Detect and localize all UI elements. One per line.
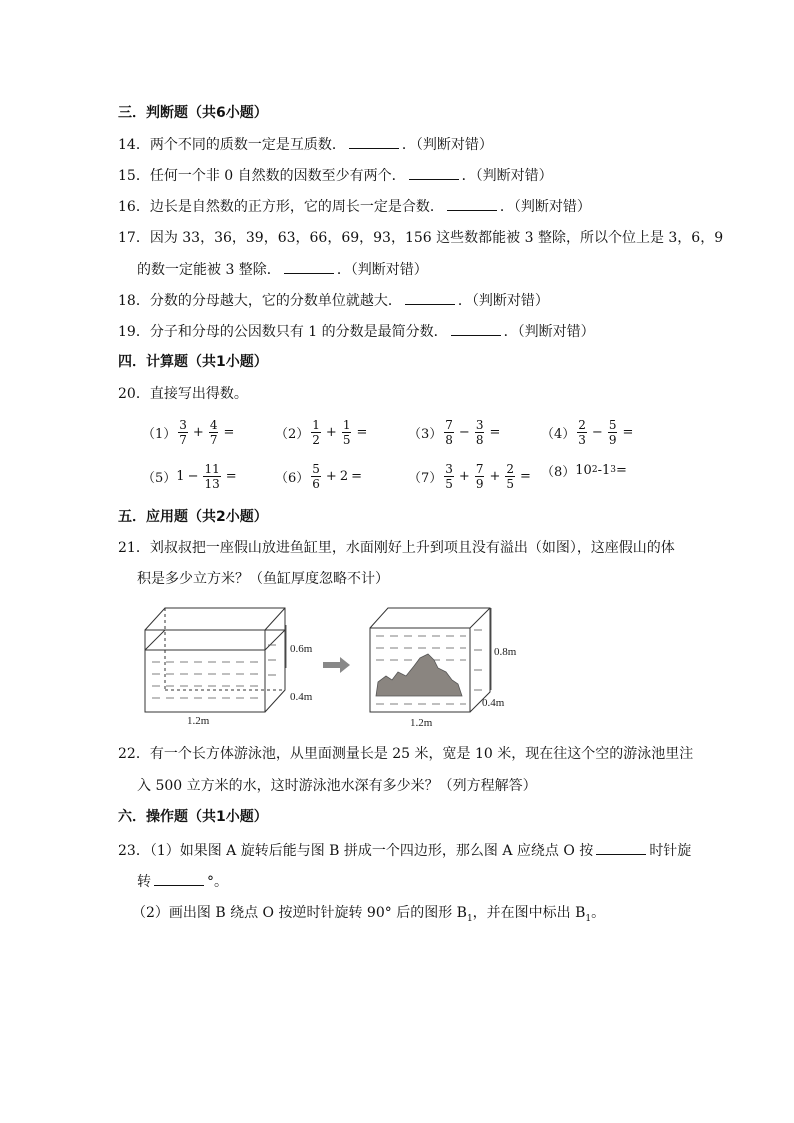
question-20: 20．直接写出得数。: [118, 386, 248, 402]
right-tank-edge: [470, 608, 490, 628]
question-23-part1-line1: 23．（1）如果图 A 旋转后能与图 B 拼成一个四边形，那么图 A 应绕点 O 按 时针旋: [118, 840, 691, 861]
fraction: $\frac{11}{13}$: [204, 461, 220, 491]
fraction: $\frac{7}{9}$: [475, 461, 484, 491]
question-17-line2: 的数一定能被 3 整除． ．（判断对错）: [137, 259, 428, 280]
left-tank: [145, 608, 285, 712]
section-3-title: 三．判断题（共6小题）: [118, 105, 268, 121]
left-width-label: 1.2m: [187, 715, 210, 727]
question-14: 14．两个不同的质数一定是互质数． ．（判断对错）: [118, 134, 493, 155]
calc-item-4: （4） $\frac{2}{3}$ − $\frac{5}{9}$ =: [541, 417, 634, 447]
left-height-label: 0.6m: [290, 643, 313, 655]
question-22-line2: 入 500 立方米的水，这时游泳池水深有多少米？（列方程解答）: [137, 778, 537, 794]
calc-item-5: （5） 1 − $\frac{11}{13}$ =: [142, 461, 237, 491]
answer-blank-15[interactable]: [409, 165, 459, 180]
question-16: 16．边长是自然数的正方形，它的周长一定是合数． ．（判断对错）: [118, 196, 591, 217]
question-15: 15．任何一个非 0 自然数的因数至少有两个． ．（判断对错）: [118, 165, 553, 186]
left-water-surface: [145, 630, 285, 650]
question-23-part2: （2）画出图 B 绕点 O 按逆时针旋转 90° 后的图形 $B_1$，并在图中标出 $B_1$。: [132, 905, 606, 924]
section-6-title: 六．操作题（共1小题）: [118, 809, 268, 825]
answer-blank-23-direction[interactable]: [596, 840, 646, 855]
answer-blank-18[interactable]: [405, 290, 455, 305]
fraction: $\frac{1}{5}$: [342, 417, 351, 447]
fraction: $\frac{5}{6}$: [312, 461, 320, 491]
arrow-right-icon: [323, 657, 350, 673]
section-4-title: 四．计算题（共1小题）: [118, 354, 268, 370]
right-depth-label: 0.4m: [482, 697, 505, 709]
left-water-edge: [265, 630, 285, 650]
fraction: $\frac{7}{8}$: [445, 417, 453, 447]
left-depth-label: 0.4m: [290, 691, 313, 703]
calc-item-2: （2） $\frac{1}{2}$ + $\frac{1}{5}$ =: [275, 417, 368, 447]
question-19: 19．分子和分母的公因数只有 1 的分数是最简分数． ．（判断对错）: [118, 321, 595, 342]
answer-blank-23-degrees[interactable]: [154, 871, 204, 886]
fraction: $\frac{2}{3}$: [578, 417, 586, 447]
question-17-line1: 17．因为 33，36，39，63，66，69，93，156 这些数都能被 3 整除，所以个位上是 3，6，9: [118, 230, 724, 246]
calc-item-3: （3） $\frac{7}{8}$ − $\frac{3}{8}$ =: [408, 417, 501, 447]
calc-item-1: （1） $\frac{3}{7}$ + $\frac{4}{7}$ =: [142, 417, 235, 447]
right-width-label: 1.2m: [410, 717, 433, 729]
question-21-line1: 21．刘叔叔把一座假山放进鱼缸里，水面刚好上升到项且没有溢出（如图），这座假山的体: [118, 540, 675, 556]
answer-blank-14[interactable]: [349, 134, 399, 149]
question-23-part1-line2: 转 °。: [137, 871, 228, 892]
calc-item-7: （7） $\frac{3}{5}$ + $\frac{7}{9}$ + $\frac{2}{5}$ =: [408, 461, 531, 491]
fraction: $\frac{4}{7}$: [209, 417, 218, 447]
fraction: $\frac{5}{9}$: [608, 417, 617, 447]
fraction: $\frac{3}{7}$: [179, 417, 187, 447]
fish-tank-figure: [140, 600, 520, 730]
question-21-line2: 积是多少立方米？（鱼缸厚度忽略不计）: [137, 571, 389, 587]
question-18: 18．分数的分母越大，它的分数单位就越大． ．（判断对错）: [118, 290, 549, 311]
calc-item-8: （8） 10 2 - 1 3 =: [541, 462, 627, 480]
answer-blank-17[interactable]: [284, 259, 334, 274]
fraction: $\frac{3}{8}$: [475, 417, 484, 447]
left-tank-edge: [265, 608, 285, 630]
section-5-title: 五．应用题（共2小题）: [118, 509, 268, 525]
left-tank-top-side: [145, 608, 285, 712]
fraction: $\frac{1}{2}$: [312, 417, 320, 447]
right-height-label: 0.8m: [494, 646, 517, 658]
question-22-line1: 22．有一个长方体游泳池，从里面测量长是 25 米，宽是 10 米，现在往这个空的游泳池里注: [118, 746, 694, 762]
answer-blank-19[interactable]: [451, 321, 501, 336]
calc-item-6: （6） $\frac{5}{6}$ + 2 =: [275, 461, 363, 491]
fraction: $\frac{2}{5}$: [506, 461, 515, 491]
fraction: $\frac{3}{5}$: [445, 461, 453, 491]
answer-blank-16[interactable]: [447, 196, 497, 211]
left-tank-front: [145, 630, 265, 712]
